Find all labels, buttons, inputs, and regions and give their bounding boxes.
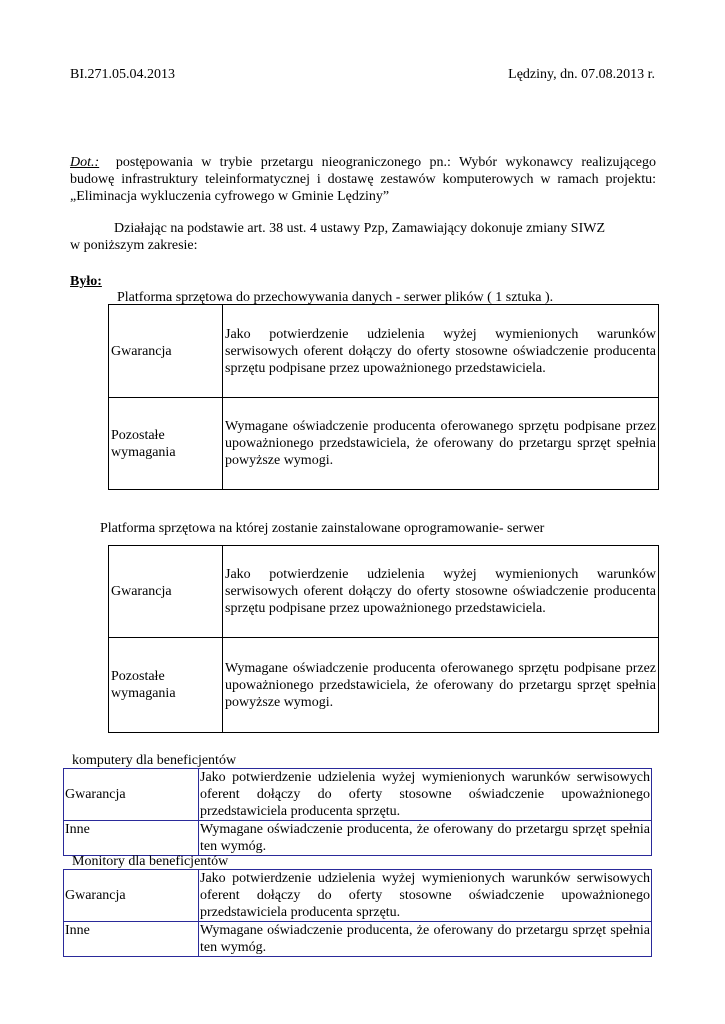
- table-row: [64, 922, 652, 957]
- section-heading-storage-server: Platforma sprzętowa do przechowywania danych - serwer plików ( 1 sztuka ).: [117, 290, 554, 305]
- subject-paragraph: [70, 154, 656, 205]
- section-heading-application-server: Platforma sprzętowa na której zostanie zainstalowane oprogramowanie- serwer: [100, 521, 545, 536]
- legal-basis-paragraph: [70, 220, 656, 254]
- table-row: [64, 769, 652, 821]
- row-text-warranty: Jako potwierdzenie udzielenia wyżej wymienionych warunków serwisowych oferent dołączy do oferty stosowne oświadczenie upoważnionego przedstawiciela producenta sprzętu.: [200, 871, 650, 920]
- row-text-warranty: Jako potwierdzenie udzielenia wyżej wymienionych warunków serwisowych oferent dołączy do oferty stosowne oświadczenie producenta sprzętu podpisane przez upoważnionego przedstawiciela.: [223, 546, 659, 638]
- row-label-warranty: Gwarancja: [64, 870, 199, 922]
- subject-line-3: „Eliminacja wykluczenia cyfrowego w Gminie Lędziny”: [70, 189, 390, 204]
- table-row: [109, 305, 659, 398]
- storage-server-requirements-table: [108, 304, 659, 490]
- table-row: [109, 546, 659, 638]
- document-date: Lędziny, dn. 07.08.2013 r.: [508, 67, 655, 82]
- row-label-other: Inne: [64, 821, 199, 856]
- row-label-other: Inne: [64, 922, 199, 957]
- label-line: wymagania: [111, 686, 176, 701]
- row-label-warranty: Gwarancja: [109, 305, 223, 398]
- row-label-other-requirements: [109, 398, 223, 490]
- table-row: [109, 398, 659, 490]
- row-text-warranty: Jako potwierdzenie udzielenia wyżej wymienionych warunków serwisowych oferent dołączy do oferty stosowne oświadczenie upoważnionego przedstawiciela producenta sprzętu.: [200, 770, 650, 819]
- legal-basis-line-1: Działając na podstawie art. 38 ust. 4 ustawy Pzp, Zamawiający dokonuje zmiany SIWZ: [114, 221, 606, 236]
- legal-basis-line-2: w poniższym zakresie:: [70, 238, 198, 253]
- row-text-other-requirements: Wymagane oświadczenie producenta oferowanego sprzętu podpisane przez upoważnionego przedstawiciela, że oferowany do przetargu sprzęt spełnia powyższe wymogi.: [223, 638, 659, 733]
- monitors-requirements-table: [63, 869, 652, 957]
- row-text-other: Wymagane oświadczenie producenta, że oferowany do przetargu sprzęt spełnia ten wymóg.: [200, 822, 650, 854]
- was-section-label: Było:: [70, 274, 102, 289]
- row-text-other: Wymagane oświadczenie producenta, że oferowany do przetargu sprzęt spełnia ten wymóg.: [200, 923, 650, 955]
- label-line: wymagania: [111, 444, 176, 460]
- label-line: Pozostałe: [111, 669, 165, 684]
- table-row: [64, 870, 652, 922]
- table-row: [109, 638, 659, 733]
- section-heading-monitors: Monitory dla beneficjentów: [72, 854, 229, 869]
- subject-line-1: [70, 154, 656, 171]
- computers-requirements-table: [63, 768, 652, 856]
- row-label-warranty: Gwarancja: [64, 769, 199, 821]
- label-line: Pozostałe: [111, 427, 165, 443]
- section-heading-computers: komputery dla beneficjentów: [72, 753, 237, 768]
- row-text-warranty: Jako potwierdzenie udzielenia wyżej wymienionych warunków serwisowych oferent dołączy do oferty stosowne oświadczenie producenta sprzętu podpisane przez upoważnionego przedstawiciela.: [223, 305, 659, 398]
- row-text-other-requirements: Wymagane oświadczenie producenta oferowanego sprzętu podpisane przez upoważnionego przedstawiciela, że oferowany do przetargu sprzęt spełnia powyższe wymogi.: [223, 398, 659, 490]
- dot-label: Dot.:: [70, 155, 100, 170]
- application-server-requirements-table: [108, 545, 659, 733]
- row-label-other-requirements: [109, 638, 223, 733]
- table-row: [64, 821, 652, 856]
- subject-text-1: postępowania w trybie przetargu nieograniczonego pn.: Wybór wykonawcy realizującego: [115, 155, 657, 170]
- document-reference-number: BI.271.05.04.2013: [70, 67, 175, 82]
- subject-line-2: budowę infrastruktury teleinformatycznej i dostawę zestawów komputerowych w ramach projektu:: [70, 172, 656, 187]
- row-label-warranty: Gwarancja: [109, 546, 223, 638]
